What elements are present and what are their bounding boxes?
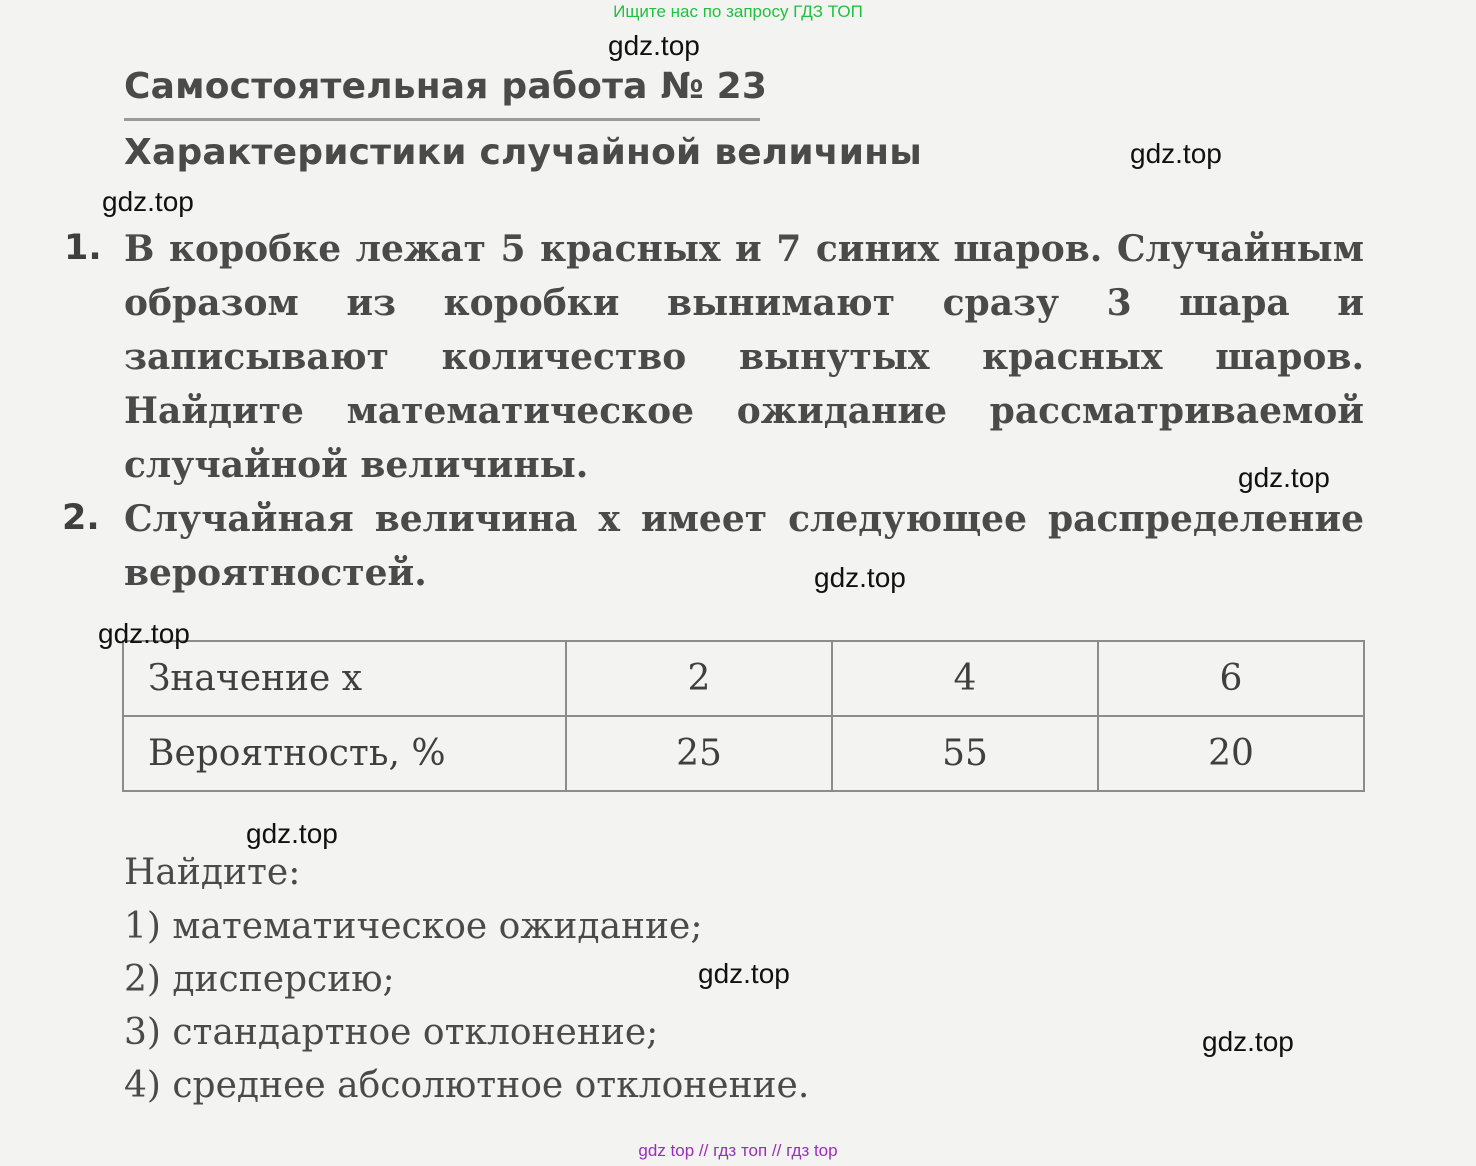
- watermark: gdz.top: [1238, 462, 1330, 493]
- find-item: 4) среднее абсолютное отклонение.: [124, 1065, 810, 1106]
- table-cell-label: Значение x: [123, 641, 566, 716]
- table-cell: 25: [566, 716, 832, 791]
- find-heading: Найдите:: [124, 852, 301, 893]
- problem-2-number: 2.: [62, 498, 100, 538]
- problem-1-number: 1.: [64, 228, 102, 268]
- watermark: gdz.top: [102, 186, 194, 217]
- find-item: 2) дисперсию;: [124, 959, 395, 1000]
- table-row: [123, 641, 1364, 716]
- table-cell: 20: [1098, 716, 1364, 791]
- watermark: gdz.top: [98, 618, 190, 649]
- table-row: [123, 716, 1364, 791]
- title-underline: [124, 118, 760, 121]
- watermark: gdz.top: [246, 818, 338, 849]
- watermark: gdz.top: [1130, 138, 1222, 169]
- problem-2-text: Случайная величина x имеет следующее распределение вероятностей.: [124, 498, 1364, 594]
- page-title: Самостоятельная работа № 23: [124, 66, 768, 107]
- watermark: gdz.top: [1202, 1026, 1294, 1057]
- find-item: 3) стандартное отклонение;: [124, 1012, 659, 1053]
- table-cell: 2: [566, 641, 832, 716]
- top-banner: Ищите нас по запросу ГДЗ ТОП: [613, 2, 863, 21]
- table-cell: 55: [832, 716, 1098, 791]
- problem-1-text: В коробке лежат 5 красных и 7 синих шаров. Случайным образом из коробки вынимают сразу 3 шара и записывают количество вынутых красных шаров. Найдите математическое ожидание рассматриваемой случайной величины.: [124, 228, 1364, 486]
- find-item: 1) математическое ожидание;: [124, 906, 703, 947]
- watermark: gdz.top: [814, 562, 906, 593]
- bottom-banner: gdz top // гдз топ // гдз top: [638, 1141, 838, 1160]
- distribution-table: [122, 640, 1365, 792]
- page-subtitle: Характеристики случайной величины: [124, 132, 922, 173]
- watermark: gdz.top: [698, 958, 790, 989]
- table-cell-label: Вероятность, %: [123, 716, 566, 791]
- table-cell: 4: [832, 641, 1098, 716]
- table-cell: 6: [1098, 641, 1364, 716]
- watermark: gdz.top: [608, 30, 700, 61]
